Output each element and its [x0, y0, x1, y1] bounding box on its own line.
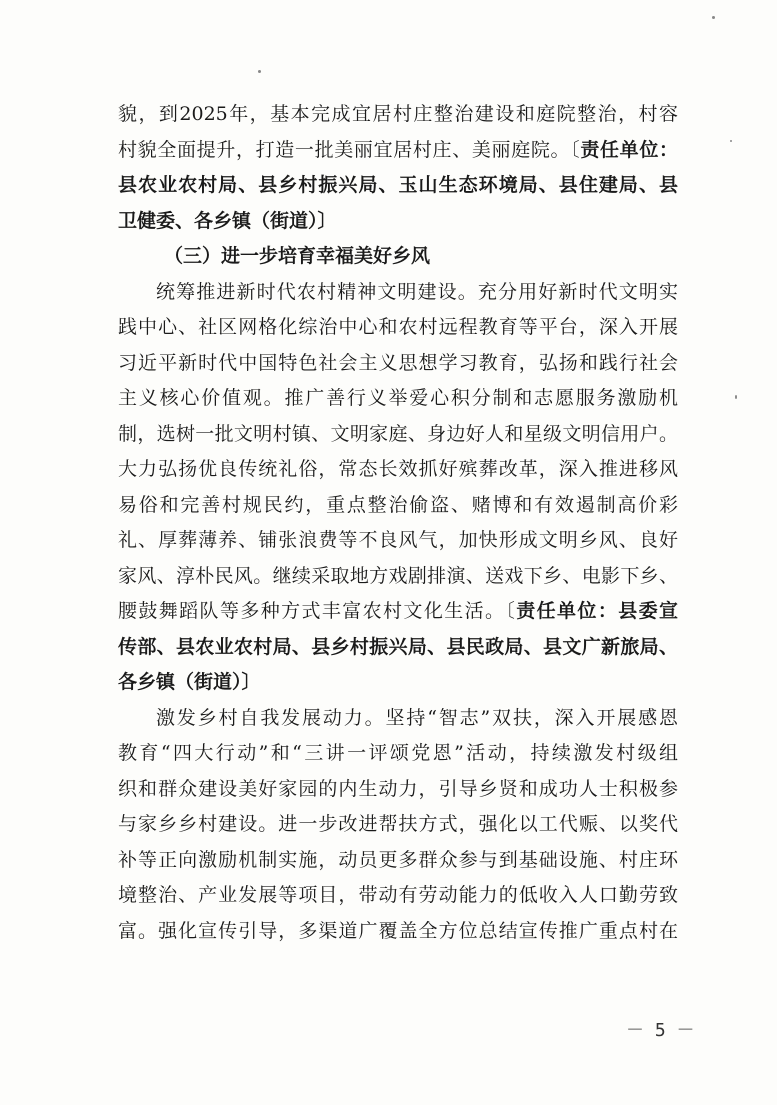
- section-heading: （三）进一步培育幸福美好乡风: [164, 245, 431, 267]
- text-line: 与家乡乡村建设。进一步改进帮扶方式，强化以工代赈、以奖代: [118, 813, 678, 835]
- text-line: 制，选树一批文明村镇、文明家庭、身边好人和星级文明信用户。: [118, 422, 678, 445]
- scan-speck: [730, 140, 732, 142]
- scan-speck: [735, 395, 737, 399]
- text-line: 大力弘扬优良传统礼俗，常态长效抓好殡葬改革，深入推进移风: [118, 458, 678, 480]
- text-line: 腰鼓舞蹈队等多种方式丰富农村文化生活。〔责任单位：县委宣: [118, 600, 678, 622]
- text-line: 践中心、社区网格化综治中心和农村远程教育等平台，深入开展: [118, 316, 678, 338]
- text-line: 教育“四大行动”和“三讲一评颂党恩”活动，持续激发村级组: [118, 742, 678, 764]
- scan-speck: [258, 70, 261, 73]
- text-line: 补等正向激励机制实施，动员更多群众参与到基础设施、村庄环: [118, 848, 678, 871]
- text-line: 激发乡村自我发展动力。坚持“智志”双扶，深入开展感恩: [156, 706, 678, 729]
- text-line: 卫健委、各乡镇（街道）〕: [118, 209, 337, 232]
- text-line: 礼、厚葬薄养、铺张浪费等不良风气，加快形成文明乡风、良好: [118, 529, 678, 551]
- page-number: － 5 －: [626, 1020, 695, 1041]
- text-line: 貌，到2025年，基本完成宜居村庄整治建设和庭院整治，村容: [118, 103, 678, 125]
- text-line: 各乡镇（街道）〕: [118, 671, 261, 693]
- text-line: 易俗和完善村规民约，重点整治偷盗、赌博和有效遏制高价彩: [118, 493, 678, 516]
- text-line: 富。强化宣传引导，多渠道广覆盖全方位总结宣传推广重点村在: [118, 919, 678, 942]
- text-line: 村貌全面提升，打造一批美丽宜居村庄、美丽庭院。〔责任单位：: [118, 138, 678, 161]
- text-line: 习近平新时代中国特色社会主义思想学习教育，弘扬和践行社会: [118, 351, 678, 374]
- text-line: 境整治、产业发展等项目，带动有劳动能力的低收入人口勤劳致: [118, 884, 678, 906]
- text-line: 织和群众建设美好家园的内生动力，引导乡贤和成功人士积极参: [118, 777, 678, 800]
- text-line: 县农业农村局、县乡村振兴局、玉山生态环境局、县住建局、县: [118, 174, 678, 196]
- body-text: [118, 97, 678, 949]
- text-line: 主义核心价值观。推广善行义举爱心积分制和志愿服务激励机: [118, 387, 678, 409]
- scan-speck: [712, 16, 715, 19]
- text-line: 家风、淳朴民风。继续采取地方戏剧排演、送戏下乡、电影下乡、: [118, 564, 678, 587]
- text-line: 统筹推进新时代农村精神文明建设。充分用好新时代文明实: [156, 280, 678, 303]
- text-line: 传部、县农业农村局、县乡村振兴局、县民政局、县文广新旅局、: [118, 635, 678, 658]
